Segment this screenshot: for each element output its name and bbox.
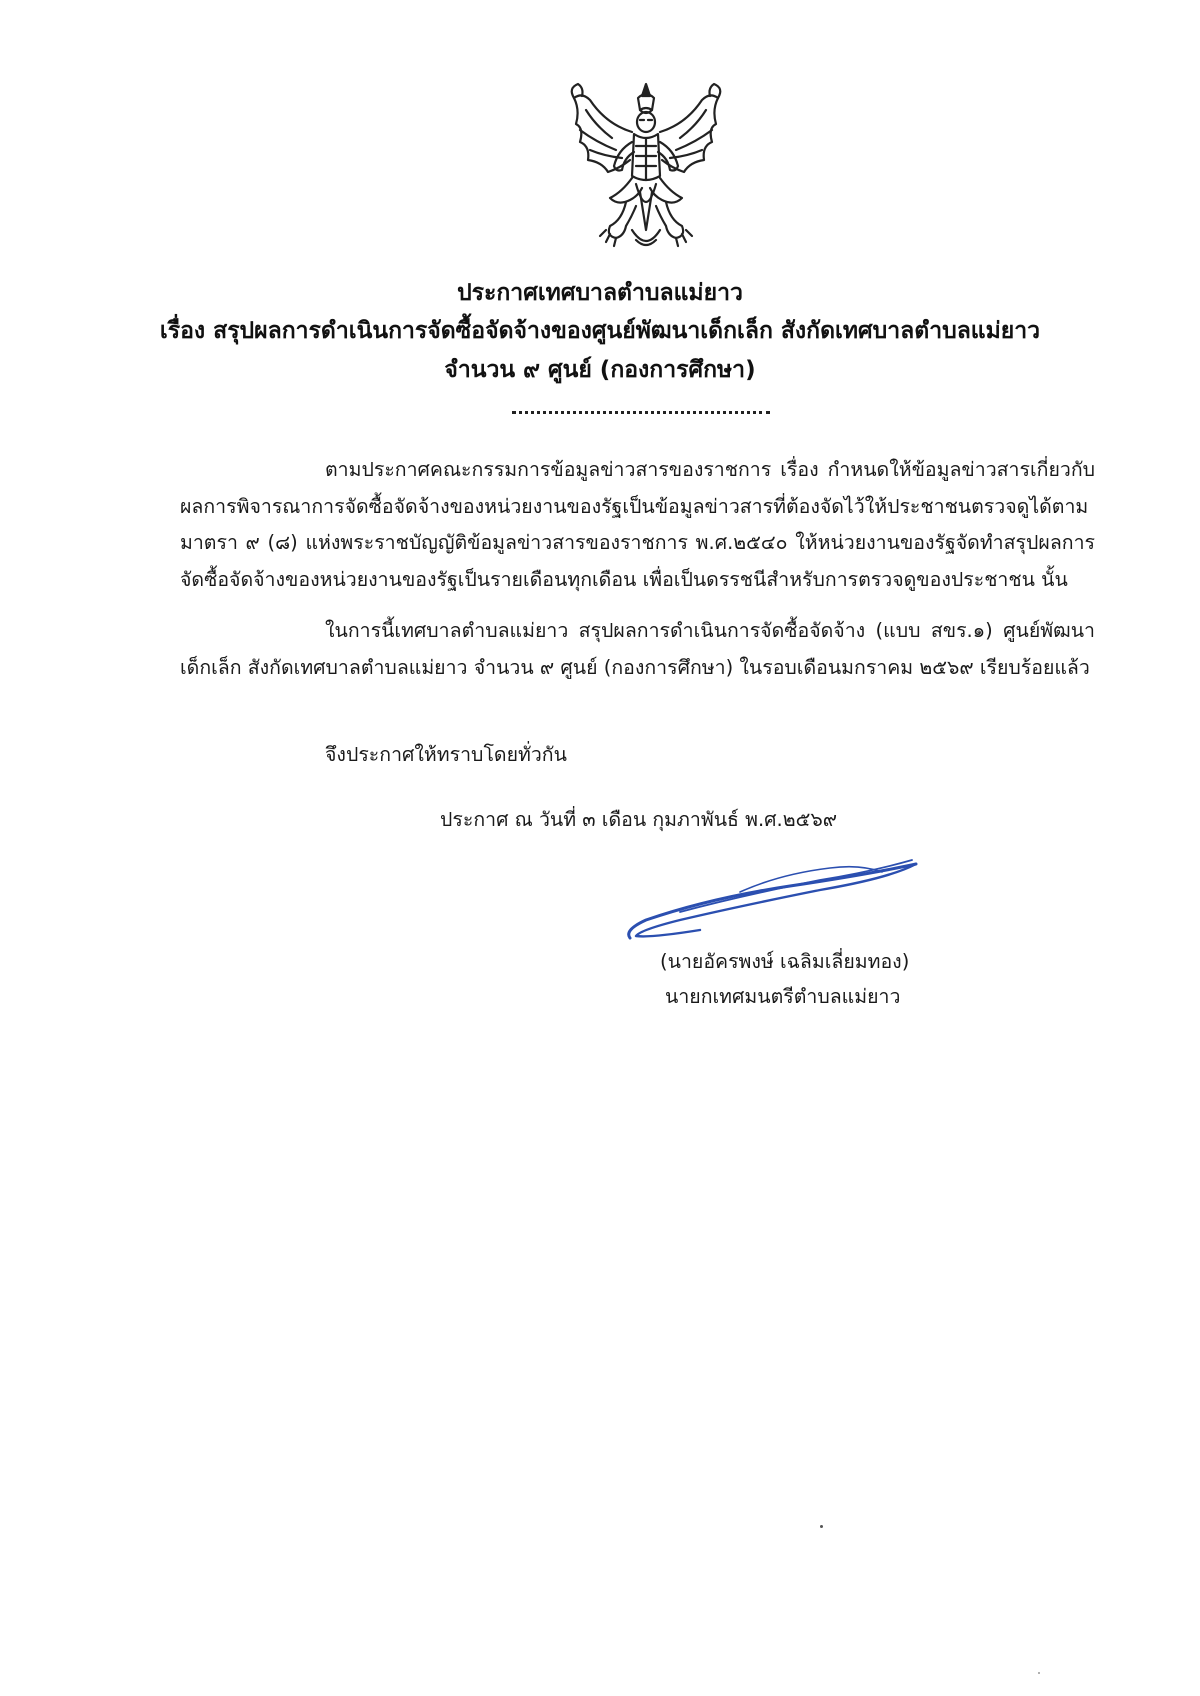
paragraph-1: [180, 452, 1095, 598]
paragraph-2-text: ในการนี้เทศบาลตำบลแม่ยาว สรุปผลการดำเนินการจัดซื้อจัดจ้าง (แบบ สขร.๑) ศูนย์พัฒนาเด็กเล็ก สังกัดเทศบาลตำบลแม่ยาว จำนวน ๙ ศูนย์ (กองการศึกษา) ในรอบเดือนมกราคม ๒๕๖๙ เรียบร้อยแล้ว: [180, 619, 1095, 679]
subject-line: เรื่อง สรุปผลการดำเนินการจัดซื้อจัดจ้างของศูนย์พัฒนาเด็กเล็ก สังกัดเทศบาลตำบลแม่ยาว: [159, 318, 1041, 344]
signatory-position: นายกเทศมนตรีตำบลแม่ยาว: [665, 985, 901, 1008]
signature-icon: [620, 850, 925, 945]
closing-statement: จึงประกาศให้ทราบโดยทั่วกัน: [325, 743, 567, 766]
announcement-title: ประกาศเทศบาลตำบลแม่ยาว: [457, 280, 743, 306]
paragraph-1-text: ตามประกาศคณะกรรมการข้อมูลข่าวสารของราชการ เรื่อง กำหนดให้ข้อมูลข่าวสารเกี่ยวกับผลการพิจารณาการจัดซื้อจัดจ้างของหน่วยงานของรัฐเป็นข้อมูลข่าวสารที่ต้องจัดไว้ให้ประชาชนตรวจดูได้ตาม มาตรา ๙ (๘) แห่งพระราชบัญญัติข้อมูลข่าวสารของราชการ พ.ศ.๒๕๔๐ ให้หน่วยงานของรัฐจัดทำสรุปผลการจัดซื้อจัดจ้างของหน่วยงานของรัฐเป็นรายเดือนทุกเดือน เพื่อเป็นดรรชนีสำหรับการตรวจดูของประชาชน นั้น: [180, 458, 1095, 591]
title-divider: [512, 411, 770, 414]
scan-speck: [820, 1525, 823, 1528]
announcement-date: ประกาศ ณ วันที่ ๓ เดือน กุมภาพันธ์ พ.ศ.๒๕๖๙: [440, 808, 838, 831]
garuda-emblem-icon: [566, 80, 726, 256]
paragraph-2: [180, 613, 1095, 686]
signatory-name: (นายอัครพงษ์ เฉลิมเลี่ยมทอง): [660, 950, 910, 973]
subject-line-continued: จำนวน ๙ ศูนย์ (กองการศึกษา): [444, 357, 756, 383]
scan-speck: [1038, 1672, 1040, 1674]
